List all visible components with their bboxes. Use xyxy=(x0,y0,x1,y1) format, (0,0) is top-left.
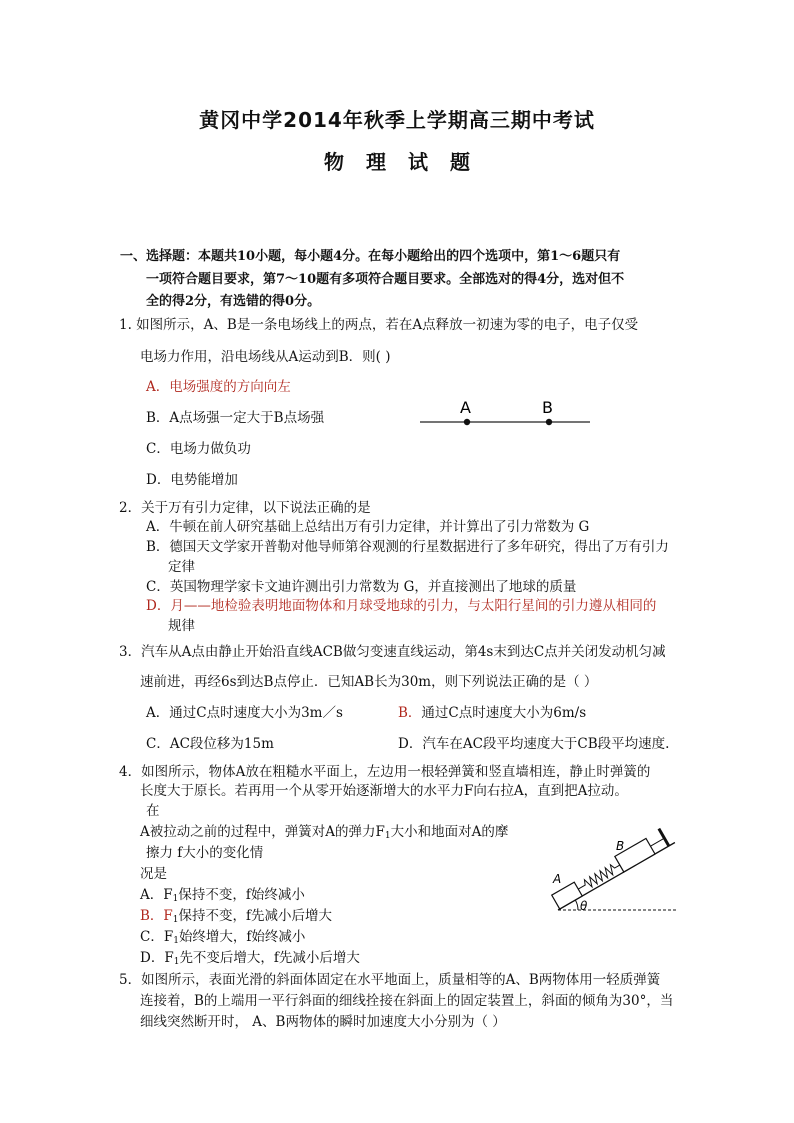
q4-d-pre: D．F xyxy=(140,950,174,966)
string xyxy=(650,838,664,846)
q3-stem-line-1: 3．汽车从A点由静止开始沿直线ACB做匀变速直线运动，第4s末到达C点并关闭发动机匀减 xyxy=(119,644,666,660)
q4-c-post: 始终增大，f始终减小 xyxy=(178,929,306,945)
q1-stem-line-2: 电场力作用，沿电场线从A运动到B．则( ) xyxy=(140,349,391,365)
q2-option-a: A．牛顿在前人研究基础上总结出万有引力定律，并计算出了引力常数为 G xyxy=(146,519,590,535)
q4-d-sub: 1 xyxy=(173,957,180,967)
theta-label: θ xyxy=(580,899,588,913)
q4-stem-line-2: 长度大于原长。若再用一个从零开始逐渐增大的水平力F向右拉A，直到把A拉动。 xyxy=(140,783,628,799)
q2-option-c: C．英国物理学家卡文迪许测出引力常数为 G，并直接测出了地球的质量 xyxy=(146,579,577,595)
q5-stem-line-3: 细线突然断开时， A、B两物体的瞬时加速度大小分别为（ ） xyxy=(140,1014,506,1030)
q4-option-c xyxy=(140,925,305,946)
exam-subtitle: 物理试题 xyxy=(324,150,492,174)
q4-a-pre: A．F xyxy=(140,887,173,903)
q4-stem-line-1: 4．如图所示，物体A放在粗糙水平面上，左边用一根轻弹簧和竖直墙相连，静止时弹簧的 xyxy=(119,764,651,780)
fixed-stop xyxy=(659,829,669,846)
q4-stem-line-6: 况是 xyxy=(140,866,167,882)
q2-option-d-line-1: D．月——地检验表明地面物体和月球受地球的引力，与太阳行星间的引力遵从相同的 xyxy=(146,598,657,614)
q4-incline-figure xyxy=(548,820,682,920)
point-b-dot xyxy=(546,419,552,425)
block-b-label: B xyxy=(616,839,625,853)
q4-c-sub: 1 xyxy=(173,936,179,946)
q4-stem-4-post: 大小和地面对A的摩 xyxy=(390,824,509,840)
q1-option-d: D．电势能增加 xyxy=(146,472,238,488)
q4-a-post: 保持不变，f始终减小 xyxy=(178,887,305,903)
point-b-label: B xyxy=(542,398,553,417)
q4-option-b xyxy=(140,904,332,925)
q5-stem-line-1: 5．如图所示，表面光滑的斜面体固定在水平地面上，质量相等的A、B两物体用一轻质弹簧 xyxy=(119,972,661,988)
q4-option-d xyxy=(140,946,360,967)
q4-b-post: 保持不变，f先减小后增大 xyxy=(178,908,333,924)
q4-stem-4-pre: A被拉动之前的过程中，弹簧对A的弹力F xyxy=(140,824,385,840)
q2-stem: 2．关于万有引力定律，以下说法正确的是 xyxy=(119,500,371,516)
q2-option-b-line-1: B．德国天文学家开普勒对他导师第谷观测的行星数据进行了多年研究，得出了万有引力 xyxy=(146,539,669,555)
q2-option-b-line-2: 定律 xyxy=(168,559,195,575)
point-a-label: A xyxy=(460,398,471,417)
q4-a-sub: 1 xyxy=(172,894,179,904)
q4-stem-4-sub: 1 xyxy=(384,831,391,841)
q3-option-d: D．汽车在AC段平均速度大于CB段平均速度. xyxy=(398,736,670,752)
q1-option-a: A．电场强度的方向向左 xyxy=(146,379,291,395)
q1-stem-line-1: 1. 如图所示，A、B是一条电场线上的两点，若在A点释放一初速为零的电子，电子仅受 xyxy=(119,317,639,333)
q4-stem-line-4 xyxy=(140,820,508,841)
q2-option-d-line-2: 规律 xyxy=(168,618,195,634)
q3-option-a: A．通过C点时速度大小为3m／s xyxy=(146,705,343,721)
section-instructions-line-2: 一项符合题目要求，第7～10题有多项符合题目要求。全部选对的得4分，选对但不 xyxy=(146,272,625,287)
q4-stem-line-3: 在 xyxy=(146,803,160,819)
q4-option-a xyxy=(140,883,305,904)
q1-option-b: B．A点场强一定大于B点场强 xyxy=(146,410,325,426)
q1-field-line-figure xyxy=(415,393,595,433)
section-instructions-line-1: 一、选择题：本题共10小题，每小题4分。在每小题给出的四个选项中，第1～6题只有 xyxy=(120,249,621,264)
q4-stem-line-5: 擦力 f大小的变化情 xyxy=(146,845,264,861)
angle-arc xyxy=(575,900,578,910)
q4-b-sub: 1 xyxy=(172,915,179,925)
block-a-label: A xyxy=(553,872,562,886)
q3-option-b-text: 通过C点时速度大小为6m/s xyxy=(421,705,587,721)
q3-option-b: B．通过C点时速度大小为6m/s xyxy=(398,705,587,721)
point-a-dot xyxy=(464,419,470,425)
q4-b-pre: B．F xyxy=(140,908,173,924)
q3-stem-line-2: 速前进，再经6s到达B点停止．已知AB长为30m，则下列说法正确的是（ ） xyxy=(140,674,598,690)
q4-c-pre: C．F xyxy=(140,929,174,945)
q3-option-c: C．AC段位移为15m xyxy=(146,736,274,752)
q5-stem-line-2: 连接着，B的上端用一平行斜面的细线拴接在斜面上的固定装置上，斜面的倾角为30°，当 xyxy=(140,993,674,1009)
q4-d-post: 先不变后增大，f先减小后增大 xyxy=(179,950,360,966)
exam-title: 黄冈中学2014年秋季上学期高三期中考试 xyxy=(199,108,595,132)
q1-option-c: C．电场力做负功 xyxy=(146,441,251,457)
section-instructions-line-3: 全的得2分，有选错的得0分。 xyxy=(146,294,321,309)
